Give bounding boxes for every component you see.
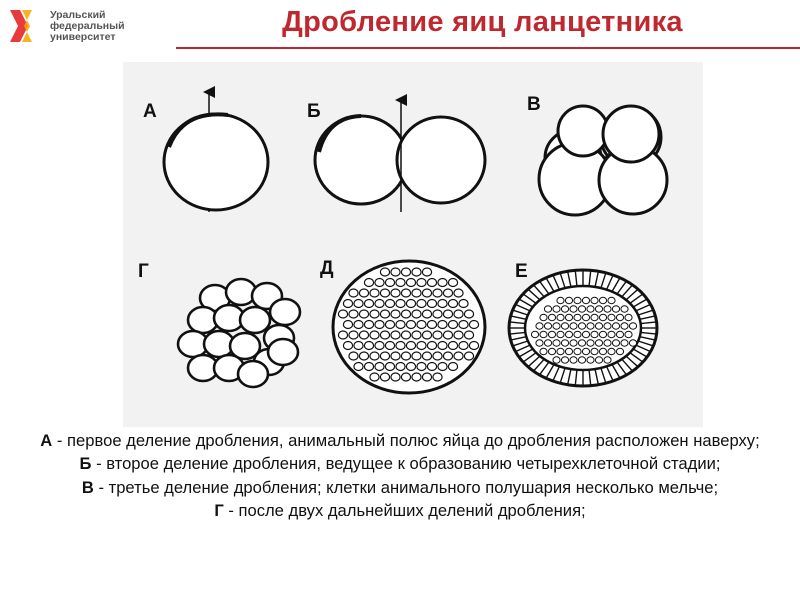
blastula-cell (338, 331, 347, 339)
blastula-cell (427, 342, 436, 350)
logo-text (50, 10, 125, 43)
blastula-cell (464, 331, 473, 339)
blastula-cell (406, 300, 415, 308)
blastula-cell (401, 373, 410, 381)
blastula-cell (385, 300, 394, 308)
blastula-cell (364, 321, 373, 329)
blastula-cell (375, 342, 384, 350)
section-inner-cell (621, 323, 628, 329)
blastula-cell (406, 363, 415, 371)
blastula-cell (375, 363, 384, 371)
blastula-cell (354, 300, 363, 308)
blastula-cell (380, 268, 389, 276)
section-inner-cell (599, 348, 606, 354)
blastula-cell (443, 331, 452, 339)
caption-text: - после двух дальнейших делений дробления; (223, 501, 586, 521)
blastula-cell (375, 300, 384, 308)
blastula-cell (427, 279, 436, 287)
section-inner-cell (578, 340, 585, 346)
section-inner-cell (621, 340, 628, 346)
section-inner-cell (599, 331, 606, 337)
blastula-cell (391, 268, 400, 276)
section-inner-cell (582, 297, 589, 303)
blastula-cell (343, 321, 352, 329)
blastula-cell (433, 310, 442, 318)
section-inner-cell (612, 323, 619, 329)
blastula-cell (448, 321, 457, 329)
blastula-cell (412, 268, 421, 276)
blastula-cell (396, 363, 405, 371)
blastula-cell (469, 342, 478, 350)
section-inner-cell (608, 348, 615, 354)
section-inner-cell (578, 323, 585, 329)
section-inner-cell (557, 297, 564, 303)
blastula-cell (443, 310, 452, 318)
section-inner-cell (548, 348, 555, 354)
blastula-cell (443, 352, 452, 360)
blastula-cell (391, 289, 400, 297)
section-inner-cell (604, 323, 611, 329)
blastula-cell (427, 300, 436, 308)
section-inner-cell (612, 306, 619, 312)
blastula-cell (370, 310, 379, 318)
blastula-cell (396, 279, 405, 287)
blastula-cell (391, 331, 400, 339)
label-d: Д (320, 258, 334, 279)
section-inner-cell (591, 297, 598, 303)
logo-line-2: федеральный (50, 20, 125, 32)
blastula-cell (391, 310, 400, 318)
section-inner-cell (570, 306, 577, 312)
section-inner-cell (595, 357, 602, 363)
section-inner-cell (536, 323, 543, 329)
blastula-cell (370, 352, 379, 360)
label-v: В (527, 94, 541, 115)
logo-mark-icon (6, 6, 46, 46)
section-inner-cell (553, 323, 560, 329)
blastula-cell (464, 310, 473, 318)
blastula-cell (385, 363, 394, 371)
section-inner-cell (574, 314, 581, 320)
section-inner-cell (612, 340, 619, 346)
blastula-cell (375, 279, 384, 287)
blastula-cell (343, 342, 352, 350)
section-inner-cell (540, 348, 547, 354)
section-inner-cell (570, 357, 577, 363)
blastula-cell (464, 352, 473, 360)
blastula-cell (469, 321, 478, 329)
section-inner-cell (553, 306, 560, 312)
university-logo (6, 6, 156, 46)
section-inner-cell (548, 314, 555, 320)
blastula-cell (454, 352, 463, 360)
blastula-cell (396, 342, 405, 350)
section-inner-cell (565, 348, 572, 354)
blastula-cell (454, 310, 463, 318)
section-inner-cell (540, 331, 547, 337)
blastula-cell (359, 352, 368, 360)
blastula-cell (391, 373, 400, 381)
caption-item (0, 452, 800, 475)
section-inner-cell (570, 323, 577, 329)
section-inner-cell (604, 306, 611, 312)
caption-text: - первое деление дробления, анимальный полюс яйца до дробления расположен наверху; (52, 431, 760, 450)
blastula-cell (396, 300, 405, 308)
blastula-cell (380, 289, 389, 297)
blastula-cell (412, 289, 421, 297)
section-inner-cell (599, 314, 606, 320)
morula-cell (270, 299, 300, 325)
section-inner-cell (557, 314, 564, 320)
blastula-cell (427, 363, 436, 371)
blastula-cell (406, 342, 415, 350)
section-inner-cell (561, 340, 568, 346)
section-inner-cell (629, 340, 636, 346)
section-inner-cell (616, 331, 623, 337)
caption-text: - второе деление дробления, ведущее к образованию четырехклеточной стадии; (91, 454, 721, 474)
blastula-cell (422, 373, 431, 381)
blastula-cell (422, 268, 431, 276)
blastula-cell (417, 321, 426, 329)
label-a: А (143, 101, 157, 122)
section-inner-cell (608, 297, 615, 303)
logo-line-1: Уральский (50, 9, 106, 21)
section-inner-cell (582, 331, 589, 337)
morula-cell (268, 339, 298, 365)
blastula-cell (438, 279, 447, 287)
section-inner-cell (599, 297, 606, 303)
blastula-cell (343, 300, 352, 308)
label-e: Е (515, 261, 528, 282)
title-underline (176, 47, 800, 49)
blastula-cell (438, 300, 447, 308)
blastula-cell (359, 310, 368, 318)
blastula-cell (417, 363, 426, 371)
caption-letter: Б (79, 454, 92, 474)
section-inner-cell (578, 306, 585, 312)
blastula-cell (385, 321, 394, 329)
blastula-cell (422, 331, 431, 339)
section-inner-cell (625, 314, 632, 320)
section-inner-cell (544, 323, 551, 329)
blastula-cell (354, 321, 363, 329)
blastula-cell (427, 321, 436, 329)
blastula-cell (349, 331, 358, 339)
caption-letter: В (81, 477, 94, 497)
section-inner-cell (574, 331, 581, 337)
stage-v-eight-cells (527, 94, 667, 215)
section-inner-cell (553, 340, 560, 346)
section-inner-cell (629, 323, 636, 329)
blastula-cell (433, 373, 442, 381)
blastula-cell (433, 289, 442, 297)
section-inner-cell (621, 306, 628, 312)
blastula-cell (380, 331, 389, 339)
blastula-cell (422, 352, 431, 360)
blastula-cell (359, 289, 368, 297)
section-inner-cell (536, 340, 543, 346)
blastula-cell (401, 268, 410, 276)
section-inner-cell (608, 331, 615, 337)
section-inner-cell (574, 348, 581, 354)
blastula-cell (417, 279, 426, 287)
section-inner-cell (595, 323, 602, 329)
blastula-cell (364, 363, 373, 371)
blastula-cell (396, 321, 405, 329)
stage-d-blastula (320, 258, 485, 393)
blastula-cell (354, 363, 363, 371)
blastula-cell (459, 300, 468, 308)
blastula-cell (385, 279, 394, 287)
blastula-cell (391, 352, 400, 360)
blastula-cell (401, 310, 410, 318)
section-inner-cell (540, 314, 547, 320)
blastula-cell (433, 352, 442, 360)
section-inner-cell (565, 314, 572, 320)
section-inner-cell (561, 323, 568, 329)
slide-title: Дробление яиц ланцетника (282, 6, 683, 38)
section-inner-cell (565, 297, 572, 303)
section-inner-cell (561, 357, 568, 363)
blastula-cell (354, 342, 363, 350)
blastula-cell (406, 279, 415, 287)
stage-e-blastula-section (509, 261, 657, 386)
blastula-cell (412, 310, 421, 318)
blastula-cell (412, 373, 421, 381)
blastula-cell (380, 373, 389, 381)
section-inner-cell (544, 340, 551, 346)
blastula-cell (370, 331, 379, 339)
blastula-cell (349, 352, 358, 360)
section-inner-cell (595, 340, 602, 346)
blastula-cell (417, 300, 426, 308)
blastula-cell (448, 300, 457, 308)
section-inner-cell (574, 297, 581, 303)
label-g: Г (138, 261, 149, 282)
cleavage-figure-svg (123, 62, 703, 427)
blastula-cell (443, 289, 452, 297)
cleavage-figure (123, 62, 703, 427)
blastula-cell (401, 352, 410, 360)
blastula-cell (454, 289, 463, 297)
caption-letter: А (40, 431, 53, 450)
blastula-cell (422, 310, 431, 318)
section-inner-cell (553, 357, 560, 363)
section-inner-cell (591, 314, 598, 320)
section-inner-cell (616, 348, 623, 354)
section-inner-cell (625, 331, 632, 337)
section-inner-cell (582, 348, 589, 354)
blastula-cell (370, 373, 379, 381)
blastula-cell (364, 300, 373, 308)
section-inner-cell (587, 306, 594, 312)
stage-g-morula (138, 261, 300, 387)
logo-line-3: университет (50, 31, 116, 43)
section-inner-cell (582, 314, 589, 320)
blastula-cell (438, 342, 447, 350)
section-inner-cell (544, 306, 551, 312)
section-inner-cell (548, 331, 555, 337)
blastula-cell (422, 289, 431, 297)
blastula-cell (412, 331, 421, 339)
blastula-cell (349, 289, 358, 297)
blastomere-b-right (397, 117, 485, 203)
section-inner-cell (604, 357, 611, 363)
blastula-cell (370, 289, 379, 297)
section-inner-cell (561, 306, 568, 312)
section-inner-cell (557, 348, 564, 354)
blastula-cell (406, 321, 415, 329)
blastula-cell (380, 352, 389, 360)
section-inner-cell (587, 357, 594, 363)
blastula-cell (385, 342, 394, 350)
blastula-cell (364, 279, 373, 287)
blastula-cell (438, 363, 447, 371)
caption-item (0, 476, 800, 499)
blastula-cell (338, 310, 347, 318)
section-inner-cell (565, 331, 572, 337)
section-inner-cell (531, 331, 538, 337)
blastula-cell (380, 310, 389, 318)
caption-letter: Г (214, 501, 224, 521)
section-inner-cell (587, 323, 594, 329)
blastula-cell (448, 342, 457, 350)
blastula-cell (401, 289, 410, 297)
blastula-cell (454, 331, 463, 339)
blastula-cell (375, 321, 384, 329)
section-inner-cell (595, 306, 602, 312)
section-inner-cell (591, 348, 598, 354)
section-inner-cell (557, 331, 564, 337)
blastula-cell (349, 310, 358, 318)
blastula-cell (364, 342, 373, 350)
blastula-cell (417, 342, 426, 350)
section-inner-cell (616, 314, 623, 320)
morula-cell (238, 361, 268, 387)
section-inner-cell (578, 357, 585, 363)
section-inner-cell (608, 314, 615, 320)
caption-item (0, 499, 800, 522)
blastula-cell (438, 321, 447, 329)
blastula-cell (459, 321, 468, 329)
stage-b-two-cells (307, 100, 485, 212)
caption-text: - третье деление дробления; клетки анимального полушария несколько мельче; (93, 477, 719, 497)
label-b: Б (307, 101, 321, 122)
section-inner-cell (587, 340, 594, 346)
section-inner-cell (604, 340, 611, 346)
blastula-cell (459, 342, 468, 350)
section-inner-cell (591, 331, 598, 337)
stage-a-egg (143, 92, 268, 212)
blastula-cell (433, 331, 442, 339)
blastula-cell (448, 363, 457, 371)
blastula-cell (448, 279, 457, 287)
figure-caption (0, 429, 800, 523)
blastula-cell (359, 331, 368, 339)
blastula-cell (401, 331, 410, 339)
section-inner-cell (570, 340, 577, 346)
morula-cell (240, 307, 270, 333)
blastula-cell (412, 352, 421, 360)
caption-item (0, 429, 800, 452)
